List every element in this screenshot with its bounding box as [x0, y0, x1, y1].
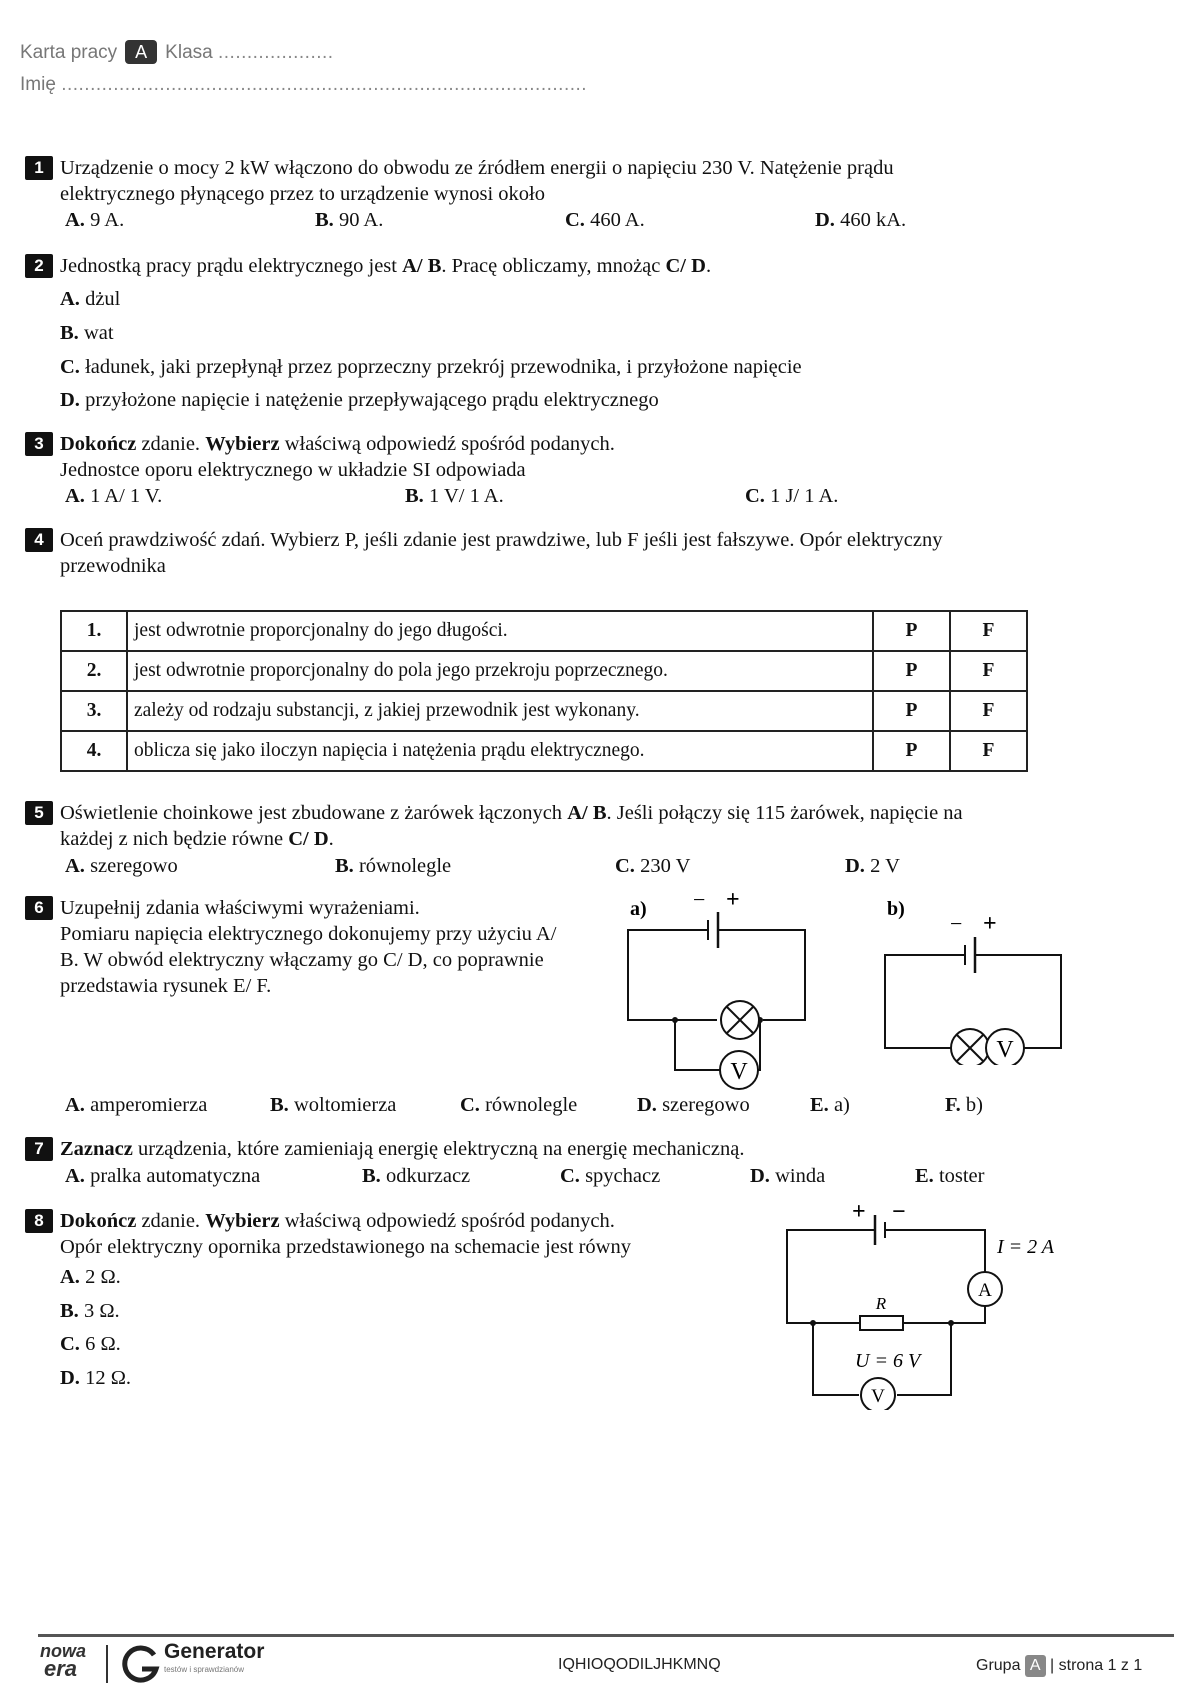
- q6-option-e[interactable]: E. a): [810, 1094, 850, 1116]
- q2-option-a[interactable]: A. dżul: [60, 288, 121, 310]
- row-number: 2.: [61, 651, 127, 691]
- q6-line3: B. W obwód elektryczny włączamy go C/ D, co poprawnie: [60, 949, 544, 971]
- worksheet-header: [20, 40, 334, 64]
- question-number-5: 5: [25, 801, 53, 825]
- q8-line2: Opór elektryczny opornika przedstawionego na schemacie jest równy: [60, 1236, 631, 1258]
- true-option[interactable]: P: [873, 731, 950, 771]
- svg-text:V: V: [996, 1037, 1014, 1063]
- voltage-label: U = 6 V: [855, 1350, 921, 1372]
- q8-option-b[interactable]: B. 3 Ω.: [60, 1300, 120, 1322]
- q1-option-a[interactable]: A. 9 A.: [65, 209, 125, 231]
- row-statement: oblicza się jako iloczyn napięcia i natężenia prądu elektrycznego.: [127, 731, 873, 771]
- q6-line4: przedstawia rysunek E/ F.: [60, 975, 272, 997]
- row-number: 3.: [61, 691, 127, 731]
- question-number-1: 1: [25, 156, 53, 180]
- document-code: IQHIOQODILJHKMNQ: [558, 1656, 721, 1673]
- q3-stem: Dokończ zdanie. Wybierz właściwą odpowiedź spośród podanych.: [60, 433, 615, 455]
- question-number-7: 7: [25, 1137, 53, 1161]
- battery-icon: [875, 1215, 885, 1245]
- q2-option-d[interactable]: D. przyłożone napięcie i natężenie przepływającego prądu elektrycznego: [60, 389, 659, 411]
- q6-line1: Uzupełnij zdania właściwymi wyrażeniami.: [60, 897, 420, 919]
- row-number: 4.: [61, 731, 127, 771]
- q7-option-b[interactable]: B. odkurzacz: [362, 1165, 471, 1187]
- battery-icon: [965, 937, 975, 973]
- row-number: 1.: [61, 611, 127, 651]
- q6-option-a[interactable]: A. amperomierza: [65, 1094, 208, 1116]
- q2-option-c[interactable]: C. ładunek, jaki przepłynął przez poprzeczny przekrój przewodnika, i przyłożone napięcie: [60, 356, 802, 378]
- plus-sign: +: [983, 911, 997, 937]
- logo-separator: [106, 1645, 108, 1683]
- class-field[interactable]: ....................: [217, 42, 334, 63]
- footer-group-badge: A: [1025, 1655, 1046, 1677]
- resistor-label: R: [875, 1294, 887, 1313]
- row-statement: zależy od rodzaju substancji, z jakiej przewodnik jest wykonany.: [127, 691, 873, 731]
- svg-text:V: V: [871, 1386, 885, 1407]
- minus-sign: −: [892, 1199, 906, 1225]
- q5-line1: Oświetlenie choinkowe jest zbudowane z żarówek łączonych A/ B. Jeśli połączy się 115 żarówek, napięcie na: [60, 802, 963, 824]
- generator-logo-text: Generator testów i sprawdzianów: [164, 1640, 265, 1674]
- q6-option-c[interactable]: C. równolegle: [460, 1094, 578, 1116]
- q1-option-d[interactable]: D. 460 kA.: [815, 209, 907, 231]
- q1-option-c[interactable]: C. 460 A.: [565, 209, 645, 231]
- row-statement: jest odwrotnie proporcjonalny do pola jego przekroju poprzecznego.: [127, 651, 873, 691]
- question-number-8: 8: [25, 1209, 53, 1233]
- false-option[interactable]: F: [950, 611, 1027, 651]
- q1-line2: elektrycznego płynącego przez to urządzenie wynosi około: [60, 183, 545, 205]
- question-number-2: 2: [25, 254, 53, 278]
- true-option[interactable]: P: [873, 651, 950, 691]
- false-option[interactable]: F: [950, 731, 1027, 771]
- plus-sign: +: [852, 1199, 866, 1225]
- table-row: [61, 611, 1027, 651]
- circuit-b-label: b): [887, 898, 905, 920]
- q8-stem: Dokończ zdanie. Wybierz właściwą odpowiedź spośród podanych.: [60, 1210, 615, 1232]
- voltmeter-icon: [986, 1029, 1024, 1065]
- voltmeter-icon: [861, 1378, 895, 1410]
- ammeter-icon: [968, 1272, 1002, 1306]
- q7-stem: Zaznacz urządzenia, które zamieniają energię elektryczną na energię mechaniczną.: [60, 1138, 745, 1160]
- minus-sign: −: [950, 911, 963, 936]
- q3-option-c[interactable]: C. 1 J/ 1 A.: [745, 485, 839, 507]
- q6-option-f[interactable]: F. b): [945, 1094, 983, 1116]
- name-row: [20, 74, 587, 96]
- q5-option-a[interactable]: A. szeregowo: [65, 855, 178, 877]
- question-number-6: 6: [25, 896, 53, 920]
- q7-option-c[interactable]: C. spychacz: [560, 1165, 661, 1187]
- junction-dot: [948, 1320, 954, 1326]
- svg-text:V: V: [730, 1059, 748, 1085]
- voltmeter-icon: [720, 1051, 758, 1089]
- footer-divider: [38, 1634, 1174, 1637]
- q7-option-d[interactable]: D. winda: [750, 1165, 826, 1187]
- q3-line2: Jednostce oporu elektrycznego w układzie SI odpowiada: [60, 459, 526, 481]
- q4-line1: Oceń prawdziwość zdań. Wybierz P, jeśli zdanie jest prawdziwe, lub F jeśli jest fałszywe. Opór elektryczny: [60, 529, 943, 551]
- q6-option-b[interactable]: B. woltomierza: [270, 1094, 397, 1116]
- plus-sign: +: [726, 887, 740, 913]
- table-row: [61, 651, 1027, 691]
- circuit-q8-diagram: [775, 1195, 1085, 1410]
- q5-option-d[interactable]: D. 2 V: [845, 855, 900, 877]
- battery-icon: [708, 912, 718, 948]
- q8-option-a[interactable]: A. 2 Ω.: [60, 1266, 121, 1288]
- q6-line2: Pomiaru napięcia elektrycznego dokonujemy przy użyciu A/: [60, 923, 557, 945]
- q1-option-b[interactable]: B. 90 A.: [315, 209, 384, 231]
- name-field[interactable]: ...........................................................................................: [61, 74, 588, 95]
- q8-option-c[interactable]: C. 6 Ω.: [60, 1333, 121, 1355]
- page-info: [976, 1655, 1142, 1677]
- q3-option-b[interactable]: B. 1 V/ 1 A.: [405, 485, 504, 507]
- q6-option-d[interactable]: D. szeregowo: [637, 1094, 750, 1116]
- false-option[interactable]: F: [950, 651, 1027, 691]
- false-option[interactable]: F: [950, 691, 1027, 731]
- table-row: [61, 731, 1027, 771]
- q5-option-b[interactable]: B. równolegle: [335, 855, 452, 877]
- q3-option-a[interactable]: A. 1 A/ 1 V.: [65, 485, 163, 507]
- junction-dot: [672, 1017, 678, 1023]
- nowa-era-logo: nowa era: [40, 1641, 87, 1681]
- q8-option-d[interactable]: D. 12 Ω.: [60, 1367, 132, 1389]
- q5-line2: każdej z nich będzie równe C/ D.: [60, 828, 334, 850]
- q2-stem: Jednostką pracy prądu elektrycznego jest A/ B. Pracę obliczamy, mnożąc C/ D.: [60, 255, 712, 277]
- row-statement: jest odwrotnie proporcjonalny do jego długości.: [127, 611, 873, 651]
- q1-line1: Urządzenie o mocy 2 kW włączono do obwodu ze źródłem energii o napięciu 230 V. Natężenie prądu: [60, 157, 894, 179]
- circuit-a-wires: [628, 930, 805, 1070]
- q7-option-e[interactable]: E. toster: [915, 1165, 985, 1187]
- question-number-4: 4: [25, 528, 53, 552]
- name-label: Imię: [20, 74, 56, 95]
- generator-logo-icon: [120, 1645, 160, 1685]
- group-badge: A: [125, 40, 157, 64]
- current-label: I = 2 A: [997, 1236, 1055, 1258]
- class-label: Klasa: [165, 42, 213, 63]
- group-label: Grupa: [976, 1657, 1021, 1674]
- true-option[interactable]: P: [873, 691, 950, 731]
- q4-line2: przewodnika: [60, 555, 166, 577]
- svg-text:A: A: [978, 1280, 992, 1301]
- minus-sign: −: [693, 887, 706, 912]
- circuit-a-diagram: [620, 885, 820, 1095]
- junction-dot: [810, 1320, 816, 1326]
- circuit-b-diagram: [875, 885, 1075, 1065]
- bulb-icon: [721, 1001, 759, 1039]
- table-row: [61, 691, 1027, 731]
- circuit-a-label: a): [630, 898, 647, 920]
- page-number: | strona 1 z 1: [1050, 1657, 1143, 1674]
- true-option[interactable]: P: [873, 611, 950, 651]
- q7-option-a[interactable]: A. pralka automatyczna: [65, 1165, 261, 1187]
- resistor-icon: [860, 1316, 903, 1330]
- q2-option-b[interactable]: B. wat: [60, 322, 114, 344]
- card-label: Karta pracy: [20, 42, 118, 63]
- true-false-table: [60, 610, 1028, 772]
- question-number-3: 3: [25, 432, 53, 456]
- q5-option-c[interactable]: C. 230 V: [615, 855, 691, 877]
- bulb-icon: [951, 1029, 989, 1065]
